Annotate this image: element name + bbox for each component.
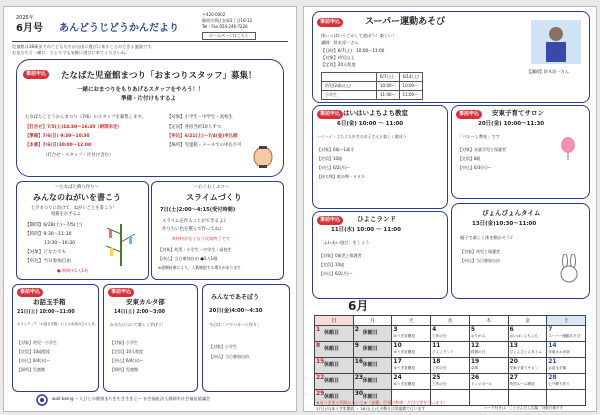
calendar-day [508,358,547,374]
calendar-day [508,390,547,406]
tanabata-section [16,181,149,280]
calendar-day-number: 25 [432,374,441,381]
weekday-header: 木 [469,316,508,326]
pyonpyon-time: 13日(金)10:30～11:00 [472,221,537,227]
calendar-note-2: 17日(火)ゆうぎ室開放 ・ 28日(土)七夕飾りは児童館で行います [316,406,426,411]
weekday-header: 水 [431,316,470,326]
haihai-items: 【持ち物】飲み物・タオル [317,174,365,179]
calendar-day-number: 15 [316,358,325,365]
karuta-badge: 事前申込 [108,288,134,297]
calendar-day [392,326,431,342]
pyonpyon-section [451,203,590,299]
calendar-day-number: 9 [354,342,359,349]
sports-title: スーパー運動あそび [365,17,446,27]
sports-table-cell: 小学生 [322,91,377,100]
hiyoko-section [312,211,448,299]
calendar-day-number: 19 [470,358,480,365]
salon-desc: 「バルーン教室」です [458,134,500,139]
slime-title: スライムづくり [186,193,242,202]
calendar-day-number: 18 [432,358,441,365]
calendar-day-number: 23 [354,374,364,381]
sports-desc: 体いっぱいうごかして遊ぼう！楽しい！ [321,33,397,38]
issue-month: 6月号 [16,23,43,34]
address-line-1: 〒420-0002 [202,12,226,17]
weekday-header: 火 [392,316,431,326]
holiday-label: 休館日 [324,362,340,368]
holiday-label: 休館日 [362,394,378,400]
calendar-event: お話玉手箱 [548,366,567,370]
calendar-day-number: 2 [354,326,359,333]
calendar-note-1: ★ゆうぎ室の利用について★（金曜、行事の準備・片付け等を行います） [316,400,448,405]
sports-target: 【対象】幼児以上 [321,55,355,60]
karuta-desc: かるたについて楽しく学ぼう！ [110,322,166,327]
festival-title: たなばた児童館まつり「おまつりスタッフ」募集！ [61,71,257,81]
pyonpyon-desc: 親子で楽しく体を動かそう♪ [460,235,513,240]
festival-subtitle-2: 準備・片付けもするよ [121,96,177,102]
sports-schedule-table [321,72,423,100]
intro-line-1: 児童館は18歳までのこどもたちが自由に遊びに来ることのできる施設です。 [12,44,156,49]
salon-target: 【対象】未就学児と保護者 [458,147,506,152]
haihai-target: 【対象】0歳～1歳半 [317,147,355,152]
calendar-day [353,374,392,390]
ohanashi-target: 【対象】幼児・小学生 [17,340,57,345]
calendar-day [315,358,354,374]
calendar-day-number: 12 [470,342,480,349]
calendar-event: 工作の日 [432,366,447,370]
festival-info-5: （打合せ・スタッフ・片付け含む） [43,153,114,158]
calendar-day-number: 1 [316,326,321,333]
holiday-label: 休館日 [324,394,340,400]
holiday-label: 休館日 [362,378,378,384]
calendar-event: 工作の日 [432,334,447,338]
calendar-day-number: 11 [432,342,441,349]
festival-lantern-icon [249,145,277,169]
calendar-day-number: 24 [393,374,402,381]
festival-apply: 【申込】6/21(土)～7/4(金)申込制 [167,134,238,139]
newsletter-page-right [303,6,597,412]
asobo-title: みんなであそぼう [211,294,260,301]
slime-time: 7日(土)2:00～4:15(受付時間) [160,207,236,213]
calendar-day-number: 20 [509,358,518,365]
tanabata-limit: ● 期間中1人1枚 [57,268,89,273]
haihai-apply: 【申込】6/2(月)～ [317,165,351,170]
calendar-event: おりがみ [470,334,486,338]
website-button[interactable]: ホームページはこちら [202,32,256,40]
karuta-title: 安東カルタ部 [126,298,165,306]
holiday-label: 休館日 [324,378,340,384]
festival-target: 【対象】小学生・中学生・高校生 [167,115,233,120]
festival-capacity: 【定員】各担当約10人ずつ [167,125,221,130]
sports-table-header: 6/7(土) [377,73,400,82]
calendar-day [469,326,508,342]
karuta-section [103,284,198,392]
calendar-event: スーパー運動あそび [548,334,581,338]
festival-info-1: たなばたじどうかんまつり（7/6）のスタッフを募集します。 [25,115,146,120]
calendar-event: ひよこランド [432,350,454,354]
calendar-day [315,326,354,342]
ohanashi-capacity: 【定員】10組程度 [17,349,51,354]
calendar-event: 幼児ルーム開放 [509,382,535,386]
ohanashi-desc: ボランティア「お話玉手箱」によるお話のひととき。 [17,322,98,326]
calendar-week [315,358,586,374]
calendar-body [315,326,586,406]
pyonpyon-apply: 【申込】当日参加自由 [460,258,500,263]
calendar-day-number: 27 [509,374,518,381]
calendar-day-number: 10 [393,342,402,349]
calendar-day [353,326,392,342]
calendar-day [315,342,354,358]
tanabata-apply: 【申込】当日参加自由 [25,259,71,264]
festival-place: 【場所】児童館・メールでの申込不可 [167,143,242,148]
haihai-badge: 事前申込 [317,110,343,119]
karuta-target: 【対象】小学生 [110,340,138,345]
holiday-label: 休館日 [324,330,340,336]
calendar-day-number: 14 [548,342,557,349]
hiyoko-desc: 「ふれあい遊び」をしよう [319,240,370,245]
weekday-header: 日 [315,316,354,326]
slime-target: 【対象】幼児・小学生・中学生・高校生 [158,247,232,252]
sports-table-cell: 11:00～ [399,91,422,100]
festival-badge: 事前申込 [23,70,49,79]
calendar-day [431,374,470,390]
calendar-event: 安東子育てサロン [509,366,539,370]
address-line-3: Tel・Fax 054-246-7226 [202,24,248,29]
right-footer: マーク付きは「ことだんだん広場」対象行事です [484,406,564,410]
salon-capacity: 【定員】8組 [458,156,481,161]
calendar-event: 工作の日 [432,382,447,386]
karuta-time: 14日(土) 2:00～3:00 [114,310,165,315]
calendar-day-number: 22 [316,374,325,381]
festival-subtitle: 一緒におまつりをもりあげるスタッフをやろう！！ [77,87,204,93]
ohanashi-place: 【場所】児童館 [17,367,45,372]
ohanashi-title: お話玉手箱 [33,298,66,306]
issue-year: 2025年 [16,15,34,21]
weekday-header: 金 [508,316,547,326]
holiday-label: 休館日 [362,362,378,368]
holiday-label: 休館日 [362,330,378,336]
calendar-day [431,342,470,358]
sports-datetime: 【日時】6/7(土) 10:00～11:00 [321,48,385,53]
left-footer: wall-being ～人びとの健康まちを生き生きと～ 社会福祉法人静岡市社会福祉協議会 [52,396,211,401]
sports-badge: 事前申込 [317,18,343,27]
calendar-event: 将棋の日 [470,350,486,354]
calendar-day [469,358,508,374]
calendar-day-number: 26 [470,374,480,381]
calendar-day [392,342,431,358]
event-calendar [314,315,586,406]
sports-desc-2: 講師：鈴木淳一さん [321,40,359,45]
festival-info-4: 【本番】7/6(日)10:00～12:00 [25,143,92,148]
festival-staff-section [16,59,284,177]
tanabata-target: 【対象】どなたでも [25,250,67,255]
calendar-day [392,358,431,374]
haihai-time: 6日(金) 10:00 ～ 11:00 [337,121,404,127]
calendar-day-number: 13 [509,342,518,349]
ohanashi-badge: 事前申込 [17,288,43,297]
slime-kicker: ～わくわくエコ～ [194,185,230,190]
calendar-day-number: 7 [548,326,553,333]
calendar-day [547,326,586,342]
asobo-apply: 【申込】当日参加自由 [209,354,249,359]
calendar-day-number: 21 [548,358,557,365]
hiyoko-capacity: 【定員】10組 [319,262,345,267]
calendar-day [431,326,470,342]
holiday-label: 休館日 [324,346,340,352]
haihai-section [312,105,448,209]
calendar-event: 安東カルタ部 [548,350,570,354]
calendar-week [315,326,586,342]
slime-note: ※材料がなくなり次第終了です [172,236,230,241]
weekday-header: 月 [353,316,392,326]
karuta-apply: 【申込】6/4(水)～ [110,358,144,363]
tanabata-kicker: ～たなばた飾り作り～ [55,185,99,190]
calendar-day-number: 3 [393,326,398,333]
haihai-capacity: 【定員】10組 [317,156,343,161]
hiyoko-apply: 【申込】6/2(月)～ [319,271,353,276]
social-welfare-logo-icon [36,394,48,406]
sports-caption: 【講師】鈴木淳一さん [527,69,569,74]
calendar-day [547,390,586,406]
hiyoko-target: 【対象】0歳児と保護者 [319,253,362,258]
haihai-desc: ハイハイ・よちよち歩きのお子さんと楽しく遊ぼう [317,134,407,139]
tanabata-desc: 七夕まつりに向けて、ねがいごとを書こう！ [31,206,117,211]
asobo-time: 20日(金)4:00～4:30 [209,308,263,314]
calendar-day-number: 5 [470,326,475,333]
address-line-2: 静岡市葵区安東2丁目16-12 [202,18,253,23]
bamboo-icon [101,222,141,268]
hiyoko-title: ひよこランド [357,215,396,223]
asobo-desc: 今日は「バウバルーン作り」 [209,322,261,327]
calendar-day [547,342,586,358]
calendar-day [547,358,586,374]
calendar-day [469,342,508,358]
intro-line-2: お友だちと一緒に、ひとりでも気軽に遊びに来てくださいね。 [12,50,130,55]
calendar-month: 6月 [348,299,369,313]
calendar-day-number: 17 [393,358,402,365]
tanabata-time: 【時間】9:30～11:30 [25,232,72,237]
sports-table-header: 6/14(土) [399,73,422,82]
salon-section [451,105,590,199]
calendar-day-number: 6 [509,326,514,333]
calendar-event: 卓球 [470,366,478,370]
calendar-day [353,342,392,358]
sports-table-header [322,73,377,82]
calendar-event: ゆうぎ室開放 [393,350,415,354]
slime-desc: スライムを作ることができるよ♪ [162,219,227,224]
calendar-day-number: 28 [548,374,557,381]
karuta-place: 【場所】児童館 [110,367,138,372]
karuta-capacity: 【定員】10人程度 [110,349,144,354]
rabbit-icon [556,254,582,284]
weekday-header: 土 [547,316,586,326]
calendar-day [315,374,354,390]
haihai-title: はいはいよちよち教室 [343,109,408,117]
tanabata-desc-2: 短冊をかざるよ [51,212,82,217]
calendar-day [547,374,586,390]
festival-info-2: 【打合せ】7/5(土)14:30～16:30（時間未定） [25,125,122,130]
hiyoko-badge: 事前申込 [317,216,343,225]
sports-section [312,11,590,103]
calendar-day [353,358,392,374]
salon-badge: 事前申込 [456,110,482,119]
slime-section [151,181,284,280]
calendar-week [315,374,586,390]
hiyoko-time: 11日(水) 10:00 ～ 11:00 [331,227,401,233]
calendar-event: ゆうぎ室開放 [393,382,415,386]
calendar-event: ドッジボール [470,382,493,386]
calendar-day [469,390,508,406]
salon-time: 20日(金) 10:00～11:30 [478,121,545,127]
header-divider [12,41,288,42]
instructor-photo-icon [531,20,581,64]
sports-table-cell: 11:00～ [377,91,400,100]
festival-info-3: 【準備】7/6(日) 9:30～10:30 [25,134,90,139]
slime-limit: ※袋類持参により、人数制限する場合があります [158,265,241,270]
slime-apply: 【申込】当日参加自由 ●1人1個 [158,256,218,261]
calendar-event: はいはいよちよち [509,334,539,338]
salon-apply: 【申込】6/3(火)～ [458,165,492,170]
calendar-event: ゆうぎ室開放 [393,366,415,370]
calendar-day [431,358,470,374]
pyonpyon-title: ぴょんぴょんタイム [482,209,541,217]
calendar-day [469,374,508,390]
pyonpyon-target: 【対象】幼児と保護者 [460,249,500,254]
slime-desc-2: 作りたい色を選んで作ってね♪ [162,227,222,232]
calendar-event: 七夕飾り作り [548,382,570,386]
sports-table-cell: 幼児(2歳以上) [322,82,377,91]
calendar-day-number: 4 [432,326,437,333]
holiday-label: 休館日 [362,346,378,352]
tanabata-title: みんなのねがいを書こう [33,193,121,202]
sports-table-cell: 10:00～ [377,82,400,91]
calendar-day-number: 30 [354,390,364,397]
salon-title: 安東子育てサロン [492,109,544,117]
calendar-day [508,374,547,390]
calendar-week [315,342,586,358]
calendar-event: ぴょんぴょんタイム [509,350,542,354]
asobo-section [202,284,290,392]
newsletter-page-left [3,6,297,412]
calendar-day [508,342,547,358]
calendar-day-number: 29 [316,390,325,397]
calendar-day-number: 16 [354,358,364,365]
ohanashi-time: 21日(土) 10:00～11:00 [17,310,75,315]
calendar-day [392,374,431,390]
balloon-icon [556,136,580,160]
calendar-day-number: 8 [316,342,321,349]
newsletter-title: あんどうじどうかんだより [59,23,179,34]
calendar-event: ゆうぎ室開放 [393,334,415,338]
calendar-day [508,326,547,342]
asobo-target: 【対象】小学生 [209,344,237,349]
sports-capacity: 【定員】20人程度 [321,62,356,67]
sports-table-cell: 10:00～ [399,82,422,91]
ohanashi-section [12,284,99,392]
tanabata-period: 【期間】6/28(土)～7/5(土) [25,223,83,228]
tanabata-time-2: 13:30～16:30 [44,241,76,246]
ohanashi-apply: 【申込】6/4(水)～ [17,358,51,363]
